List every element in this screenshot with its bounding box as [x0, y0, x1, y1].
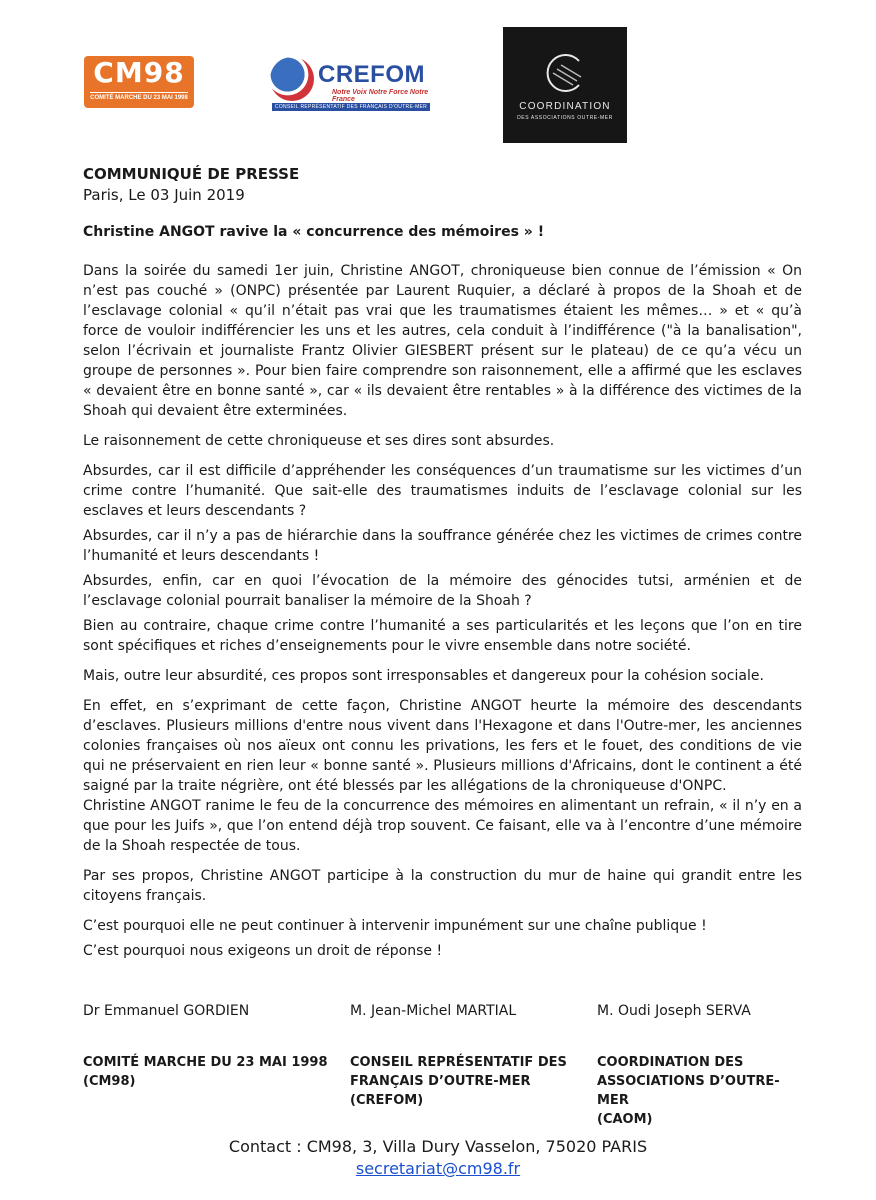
paragraph: Christine ANGOT ranime le feu de la concurrence des mémoires en alimentant un refrain, « il n’y en a que pour les Juifs », que l’on entend déjà trop souvent. Ce faisant, elle va à l’encontre d’une mémoire de la Shoah respectée de tous.	[83, 798, 802, 854]
coordination-mark-icon	[543, 51, 587, 95]
signatory-name: M. Oudi Joseph SERVA	[597, 1003, 751, 1019]
coordination-logo-name: COORDINATION	[519, 101, 611, 112]
paragraph: Par ses propos, Christine ANGOT participe à la construction du mur de haine qui grandit entre les citoyens français.	[83, 868, 802, 904]
paragraph: Absurdes, car il est difficile d’appréhender les conséquences d’un traumatisme sur les victimes d’un crime contre l’humanité. Que sait-elle des traumatismes induits de l’esclavage colonial sur les esclaves et leurs descendants ?	[83, 463, 802, 519]
cm98-logo-name: CM98	[93, 56, 185, 89]
signatory-name: M. Jean-Michel MARTIAL	[350, 1003, 517, 1019]
paragraph: En effet, en s’exprimant de cette façon, Christine ANGOT heurte la mémoire des descendants d’esclaves. Plusieurs millions d'entre nous vivent dans l'Hexagone et dans l'Outre-mer, les anciennes colonies françaises où nos aïeux ont connu les privations, les fers et le fouet, des conditions de vie qui ne préservaient en rien leur « bonne santé ». Plusieurs millions d'Africains, dont le continent a été saigné par la traite négrière, ont été blessés par les allégations de la chroniqueuse d'ONPC.	[83, 698, 802, 794]
paragraph: Absurdes, enfin, car en quoi l’évocation de la mémoire des génocides tutsi, arménien et de l’esclavage colonial pourrait banaliser la mémoire de la Shoah ?	[83, 573, 802, 609]
signatory-organisation: COMITÉ MARCHE DU 23 MAI 1998 (CM98)	[83, 1055, 328, 1089]
coordination-logo-subtitle: DES ASSOCIATIONS OUTRE-MER	[517, 115, 613, 121]
coordination-logo	[503, 27, 627, 143]
paragraph: C’est pourquoi elle ne peut continuer à intervenir impunément sur une chaîne publique !	[83, 918, 707, 934]
contact-address: Contact : CM98, 3, Villa Dury Vasselon, 75020 PARIS	[228, 1137, 648, 1156]
globe-icon	[270, 57, 314, 101]
cm98-logo-subtitle: COMITÉ MARCHE DU 23 MAI 1998	[90, 92, 188, 103]
cm98-logo	[84, 56, 194, 108]
crefom-logo-bar: CONSEIL REPRÉSENTATIF DES FRANÇAIS D'OUTRE-MER	[272, 103, 430, 111]
paragraph: Absurdes, car il n’y a pas de hiérarchie dans la souffrance générée chez les victimes de crimes contre l’humanité et leurs descendants !	[83, 528, 802, 564]
crefom-logo-tagline: Notre Voix Notre Force Notre France	[332, 89, 429, 103]
document-heading: Christine ANGOT ravive la « concurrence des mémoires » !	[83, 224, 545, 240]
press-release-body	[83, 164, 802, 961]
document-date: Paris, Le 03 Juin 2019	[83, 186, 245, 204]
paragraph: Le raisonnement de cette chroniqueuse et ses dires sont absurdes.	[83, 433, 555, 449]
crefom-logo-name: CREFOM	[318, 61, 425, 88]
paragraph: Bien au contraire, chaque crime contre l’humanité a ses particularités et les leçons que l’on en tire sont spécifiques et riches d’enseignements pour le vivre ensemble dans notre société.	[83, 618, 802, 654]
paragraph: Dans la soirée du samedi 1er juin, Christine ANGOT, chroniqueuse bien connue de l’émission « On n’est pas couché » (ONPC) présentée par Laurent Ruquier, a déclaré à propos de la Shoah et de l’esclavage colonial « qu’il n’était pas vrai que les traumatismes étaient les mêmes… » et « qu’à force de vouloir indifférencier les uns et les autres, cela conduit à l’indifférence ("à la banalisation", selon l’écrivain et journaliste Frantz Olivier GIESBERT présent sur le plateau) de ce qu’a vécu un groupe de personnes ». Pour bien faire comprendre son raisonnement, elle a affirmé que les esclaves « devaient être en bonne santé », car « ils devaient être rentables » à la différence des victimes de la Shoah qui devaient être exterminées.	[83, 263, 802, 419]
contact-footer	[0, 1136, 876, 1180]
signatory-organisation: COORDINATION DES ASSOCIATIONS D’OUTRE-MER (CAOM)	[597, 1055, 780, 1127]
document-title: COMMUNIQUÉ DE PRESSE	[83, 165, 300, 183]
paragraph: Mais, outre leur absurdité, ces propos sont irresponsables et dangereux pour la cohésion sociale.	[83, 668, 764, 684]
crefom-logo	[268, 55, 433, 113]
contact-email-link[interactable]: secretariat@cm98.fr	[355, 1159, 521, 1178]
logo-header	[0, 25, 876, 145]
paragraph: C’est pourquoi nous exigeons un droit de réponse !	[83, 943, 443, 959]
signatory-organisation: CONSEIL REPRÉSENTATIF DES FRANÇAIS D’OUTRE-MER (CREFOM)	[350, 1055, 567, 1108]
signatory-name: Dr Emmanuel GORDIEN	[83, 1003, 250, 1019]
